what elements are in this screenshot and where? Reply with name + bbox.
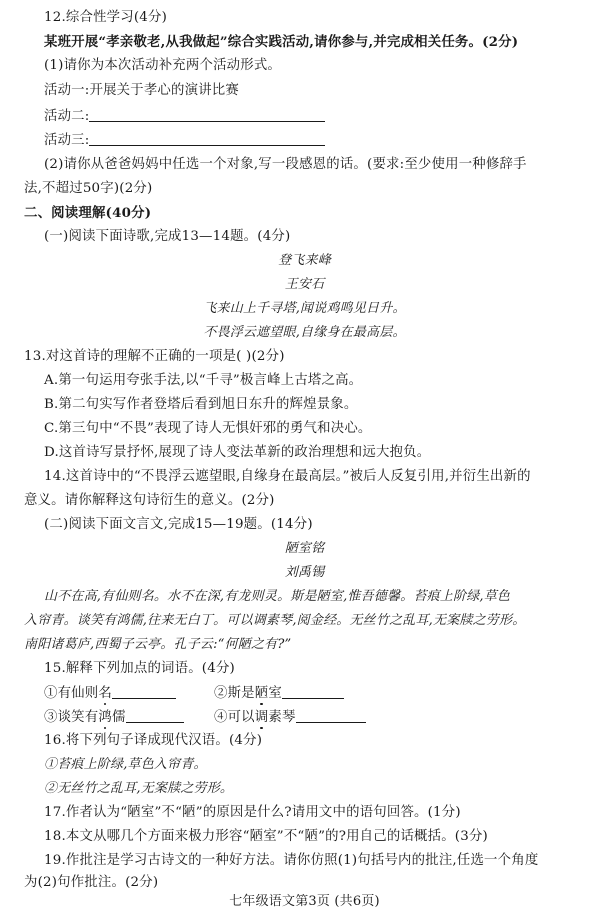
q13-option-d: D.这首诗写景抒怀,展现了诗人变法革新的政治理想和远大抱负。: [44, 445, 431, 460]
q15-item-1-text: ①有仙则: [44, 686, 99, 701]
page-footer: 七年级语文第3页 (共6页): [229, 894, 380, 909]
q15-item-4-text-after: 素琴: [268, 710, 296, 725]
q19-line-2: 为(2)句作批注。(2分): [24, 875, 159, 890]
poem-line-1: 飞来山上千寻塔,闻说鸡鸣见日升。: [203, 301, 406, 316]
prose-paragraph-line-2: 入帘青。谈笑有鸿儒,往来无白丁。可以调素琴,阅金经。无丝竹之乱耳,无案牍之劳形。: [24, 613, 526, 628]
poem-instruction: (一)阅读下面诗歌,完成13—14题。(4分): [44, 229, 291, 244]
q12-activity-3-blank[interactable]: [89, 131, 325, 146]
q12-activity-3: [44, 131, 325, 150]
q15-item-4-dotted-word: 调: [254, 710, 269, 725]
q15-item-4-text: ④可以: [214, 710, 255, 725]
prose-instruction: (二)阅读下面文言文,完成15—19题。(14分): [44, 517, 313, 532]
q15-item-3-blank[interactable]: [126, 708, 184, 723]
q12-sub2-line2: 法,不超过50字)(2分): [24, 181, 153, 196]
q13-option-a: A.第一句运用夸张手法,以“千寻”极言峰上古塔之高。: [44, 373, 363, 388]
q15-item-2-blank[interactable]: [282, 684, 344, 699]
q15-item-2: [214, 684, 344, 703]
q16-sentence-1: ①苔痕上阶绿,草色入帘青。: [44, 757, 207, 772]
q18-stem: 18.本文从哪几个方面来极力形容“陋室”不“陋”的?用自己的话概括。(3分): [44, 829, 488, 844]
q12-title: 12.综合性学习(4分): [44, 10, 168, 25]
q13-option-b: B.第二句实写作者登塔后看到旭日东升的辉煌景象。: [44, 397, 358, 412]
q14-line-1: 14.这首诗中的“不畏浮云遮望眼,自缘身在最高层。”被后人反复引用,并衍生出新的: [44, 469, 531, 484]
poem-line-2: 不畏浮云遮望眼,自缘身在最高层。: [203, 325, 406, 340]
q15-item-4-blank[interactable]: [296, 708, 366, 723]
q15-item-1-dotted-word: 名: [98, 686, 112, 701]
q15-stem: 15.解释下列加点的词语。(4分): [44, 661, 235, 676]
poem-author: 王安石: [284, 277, 325, 292]
q17-stem: 17.作者认为“陋室”不“陋”的原因是什么?请用文中的语句回答。(1分): [44, 805, 461, 820]
q15-item-3-text: ③谈笑有: [44, 710, 99, 725]
q12-activity-2: [44, 107, 325, 126]
section-2-title: 二、阅读理解(40分): [24, 205, 152, 221]
q12-intro: 某班开展“孝亲敬老,从我做起”综合实践活动,请你参与,并完成相关任务。(2分): [44, 34, 519, 50]
q19-line-1: 19.作批注是学习古诗文的一种好方法。请你仿照(1)句括号内的批注,任选一个角度: [44, 853, 539, 868]
q15-item-2-text-after: 室: [268, 686, 282, 701]
q15-item-3-text-after: 儒: [111, 710, 126, 725]
q16-stem: 16.将下列句子译成现代汉语。(4分): [44, 733, 263, 748]
q12-activity-2-label: 活动二:: [44, 109, 90, 124]
q12-activity-2-blank[interactable]: [89, 107, 325, 122]
q15-item-2-dotted-word: 陋: [254, 686, 269, 701]
q12-activity-1: 活动一:开展关于孝心的演讲比赛: [44, 83, 239, 98]
poem-title: 登飞来峰: [278, 253, 331, 268]
q16-sentence-2: ②无丝竹之乱耳,无案牍之劳形。: [44, 781, 234, 796]
prose-title: 陋室铭: [284, 541, 325, 556]
q14-line-2: 意义。请你解释这句诗衍生的意义。(2分): [24, 493, 275, 508]
q12-activity-3-label: 活动三:: [44, 133, 90, 148]
q15-item-1-blank[interactable]: [112, 684, 176, 699]
q15-item-3-dotted-word: 鸿: [98, 710, 112, 725]
q15-item-1: [44, 684, 176, 703]
q12-sub1: (1)请你为本次活动补充两个活动形式。: [44, 58, 282, 73]
q13-stem: 13.对这首诗的理解不正确的一项是( )(2分): [24, 349, 285, 364]
q12-sub2-line1: (2)请你从爸爸妈妈中任选一个对象,写一段感恩的话。(要求:至少使用一种修辞手: [44, 157, 527, 172]
q13-option-c: C.第三句中“不畏”表现了诗人无惧奸邪的勇气和决心。: [44, 421, 372, 436]
prose-author: 刘禹锡: [284, 565, 325, 580]
prose-paragraph-line-3: 南阳诸葛庐,西蜀子云亭。孔子云:“何陋之有?”: [24, 637, 292, 652]
q15-item-2-text: ②斯是: [214, 686, 255, 701]
prose-paragraph-line-1: 山不在高,有仙则名。水不在深,有龙则灵。斯是陋室,惟吾德馨。苔痕上阶绿,草色: [44, 589, 511, 604]
q15-item-4: [214, 708, 366, 727]
q15-item-3: [44, 708, 184, 727]
